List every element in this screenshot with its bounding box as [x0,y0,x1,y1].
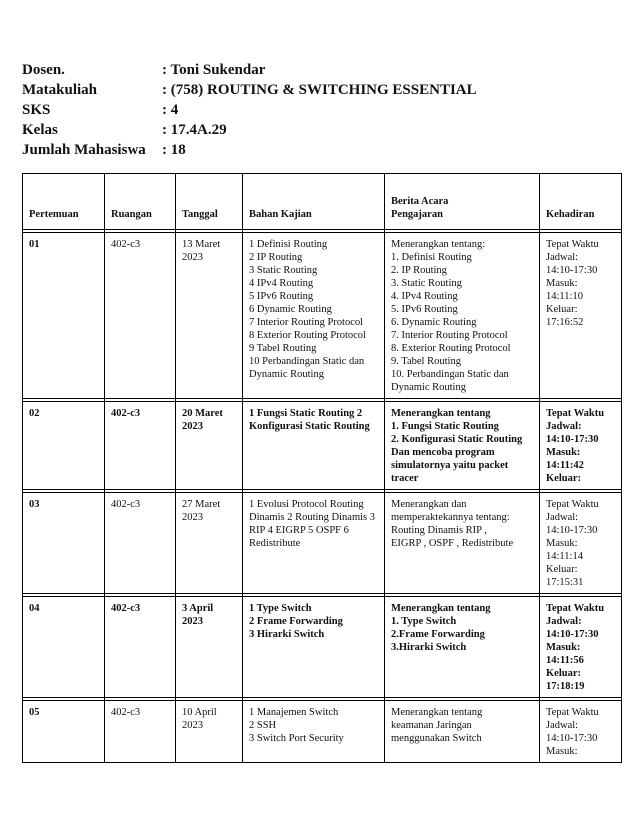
cell-pertemuan: 02 [23,402,105,490]
cell-berita-acara: Menerangkan tentang 1. Fungsi Static Routing 2. Konfigurasi Static Routing Dan mencoba program simulatornya yaitu packet tracer [385,402,540,490]
cell-pertemuan: 03 [23,493,105,594]
cell-ruangan: 402-c3 [105,233,176,399]
col-header-berita-acara: Berita Acara Pengajaran [385,174,540,230]
table-row [23,493,622,594]
cell-tanggal: 27 Maret 2023 [176,493,243,594]
kelas-label: Kelas [22,122,58,138]
matakuliah-label: Matakuliah [22,82,98,98]
table-header-row [23,174,622,230]
dosen-row [22,60,477,80]
dosen-value: : Toni Sukendar [162,62,266,78]
col-header-kehadiran: Kehadiran [540,174,622,230]
matakuliah-value: : (758) ROUTING & SWITCHING ESSENTIAL [162,82,477,98]
jumlah-value: : 18 [162,142,186,158]
cell-tanggal: 3 April 2023 [176,597,243,698]
cell-kehadiran: Tepat Waktu Jadwal: 14:10-17:30 Masuk: 14:11:10 Keluar: 17:16:52 [540,233,622,399]
table-row [23,402,622,490]
dosen-label: Dosen. [22,62,65,78]
col-header-tanggal: Tanggal [176,174,243,230]
table-row [23,233,622,399]
cell-berita-acara: Menerangkan tentang 1. Type Switch 2.Frame Forwarding 3.Hirarki Switch [385,597,540,698]
jumlah-row [22,140,477,160]
cell-bahan-kajian: 1 Definisi Routing 2 IP Routing 3 Static Routing 4 IPv4 Routing 5 IPv6 Routing 6 Dynamic Routing 7 Interior Routing Protocol 8 Exterior Routing Protocol 9 Tabel Routing 10 Perbandingan Static dan Dynamic Routing [243,233,385,399]
col-header-ruangan: Ruangan [105,174,176,230]
cell-bahan-kajian: 1 Fungsi Static Routing 2 Konfigurasi Static Routing [243,402,385,490]
cell-kehadiran: Tepat Waktu Jadwal: 14:10-17:30 Masuk: [540,701,622,763]
cell-pertemuan: 01 [23,233,105,399]
cell-tanggal: 13 Maret 2023 [176,233,243,399]
sks-row [22,100,477,120]
cell-pertemuan: 04 [23,597,105,698]
kelas-value: : 17.4A.29 [162,122,227,138]
cell-kehadiran: Tepat Waktu Jadwal: 14:10-17:30 Masuk: 14:11:42 Keluar: [540,402,622,490]
jumlah-label: Jumlah Mahasiswa [22,142,146,158]
col-header-bahan-kajian: Bahan Kajian [243,174,385,230]
cell-tanggal: 20 Maret 2023 [176,402,243,490]
course-header [22,60,477,160]
kelas-row [22,120,477,140]
cell-pertemuan: 05 [23,701,105,763]
cell-kehadiran: Tepat Waktu Jadwal: 14:10-17:30 Masuk: 14:11:14 Keluar: 17:15:31 [540,493,622,594]
sks-label: SKS [22,102,51,118]
attendance-table [22,173,622,763]
cell-ruangan: 402-c3 [105,701,176,763]
cell-ruangan: 402-c3 [105,493,176,594]
cell-bahan-kajian: 1 Type Switch 2 Frame Forwarding 3 Hirarki Switch [243,597,385,698]
cell-kehadiran: Tepat Waktu Jadwal: 14:10-17:30 Masuk: 14:11:56 Keluar: 17:18:19 [540,597,622,698]
col-header-pertemuan: Pertemuan [23,174,105,230]
cell-bahan-kajian: 1 Evolusi Protocol Routing Dinamis 2 Routing Dinamis 3 RIP 4 EIGRP 5 OSPF 6 Redistribute [243,493,385,594]
cell-berita-acara: Menerangkan dan memperaktekannya tentang: Routing Dinamis RIP , EIGRP , OSPF , Redistribute [385,493,540,594]
cell-berita-acara: Menerangkan tentang keamanan Jaringan menggunakan Switch [385,701,540,763]
cell-bahan-kajian: 1 Manajemen Switch 2 SSH 3 Switch Port Security [243,701,385,763]
table-row [23,597,622,698]
sks-value: : 4 [162,102,179,118]
table-row [23,701,622,763]
cell-tanggal: 10 April 2023 [176,701,243,763]
cell-ruangan: 402-c3 [105,402,176,490]
matakuliah-row [22,80,477,100]
cell-ruangan: 402-c3 [105,597,176,698]
cell-berita-acara: Menerangkan tentang: 1. Definisi Routing 2. IP Routing 3. Static Routing 4. IPv4 Routing 5. IPv6 Routing 6. Dynamic Routing 7. Interior Routing Protocol 8. Exterior Routing Protocol 9. Tabel Routing 10. Perbandingan Static dan Dynamic Routing [385,233,540,399]
